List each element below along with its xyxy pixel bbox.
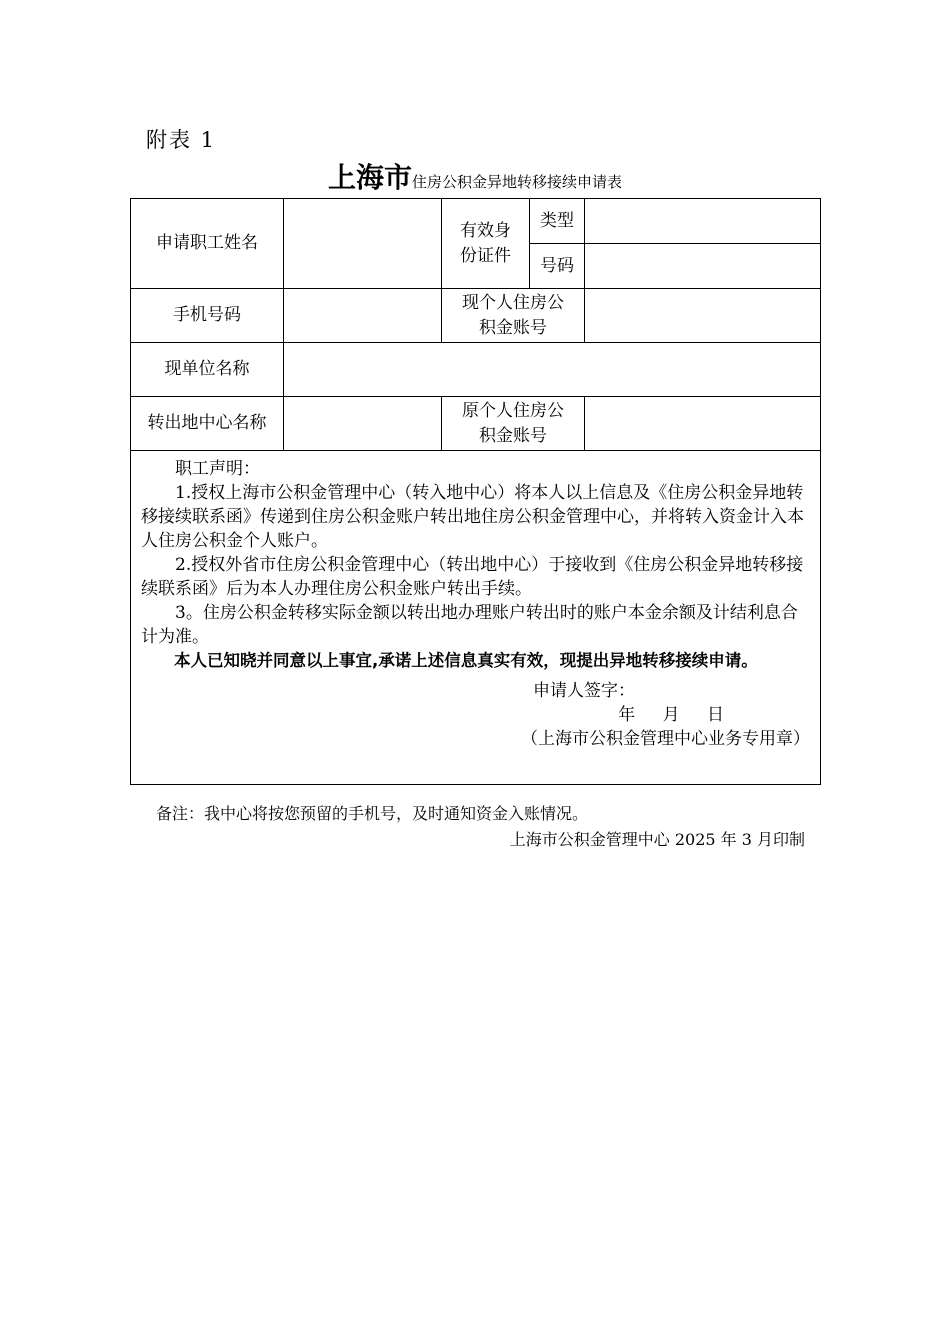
statement-item-1: 1.授权上海市公积金管理中心（转入地中心）将本人以上信息及《住房公积金异地转移接续联系函》传递到住房公积金账户转出地住房公积金管理中心，并将转入资金计入本人住房公积金个人账户。 bbox=[141, 483, 804, 551]
id-type-label: 类型 bbox=[530, 199, 585, 244]
current-account-label: 现个人住房公积金账号 bbox=[442, 289, 585, 343]
id-label: 有效身份证件 bbox=[442, 199, 530, 289]
name-field[interactable] bbox=[284, 199, 442, 289]
form-title bbox=[0, 156, 950, 196]
original-account-field[interactable] bbox=[585, 397, 821, 451]
stamp-label: （上海市公积金管理中心业务专用章） bbox=[521, 729, 810, 749]
name-label: 申请职工姓名 bbox=[131, 199, 284, 289]
employee-statement bbox=[131, 451, 821, 785]
current-employer-label: 现单位名称 bbox=[131, 343, 284, 397]
annex-label: 附表 1 bbox=[146, 128, 217, 152]
current-account-field[interactable] bbox=[585, 289, 821, 343]
id-number-label: 号码 bbox=[530, 244, 585, 289]
statement-heading: 职工声明： bbox=[175, 459, 260, 479]
statement-item-2: 2.授权外省市住房公积金管理中心（转出地中心）于接收到《住房公积金异地转移接续联系函》后为本人办理住房公积金账户转出手续。 bbox=[141, 555, 804, 599]
id-type-field[interactable] bbox=[585, 199, 821, 244]
statement-item-3: 3。住房公积金转移实际金额以转出地办理账户转出时的账户本金余额及计结利息合计为准。 bbox=[141, 603, 798, 647]
printed-by: 上海市公积金管理中心 2025 年 3 月印制 bbox=[509, 830, 805, 849]
application-form-table bbox=[130, 198, 821, 785]
original-account-label: 原个人住房公积金账号 bbox=[442, 397, 585, 451]
title-city: 上海市 bbox=[327, 161, 412, 194]
title-text: 住房公积金异地转移接续申请表 bbox=[412, 173, 623, 191]
footer-note: 备注：我中心将按您预留的手机号，及时通知资金入账情况。 bbox=[156, 804, 589, 823]
origin-center-field[interactable] bbox=[284, 397, 442, 451]
mobile-field[interactable] bbox=[284, 289, 442, 343]
origin-center-label: 转出地中心名称 bbox=[131, 397, 284, 451]
id-number-field[interactable] bbox=[585, 244, 821, 289]
consent-text: 本人已知晓并同意以上事宜,承诺上述信息真实有效，现提出异地转移接续申请。 bbox=[174, 651, 758, 670]
mobile-label: 手机号码 bbox=[131, 289, 284, 343]
date-label: 年 月 日 bbox=[618, 705, 724, 725]
signature-label[interactable]: 申请人签字： bbox=[533, 681, 635, 701]
current-employer-field[interactable] bbox=[284, 343, 821, 397]
